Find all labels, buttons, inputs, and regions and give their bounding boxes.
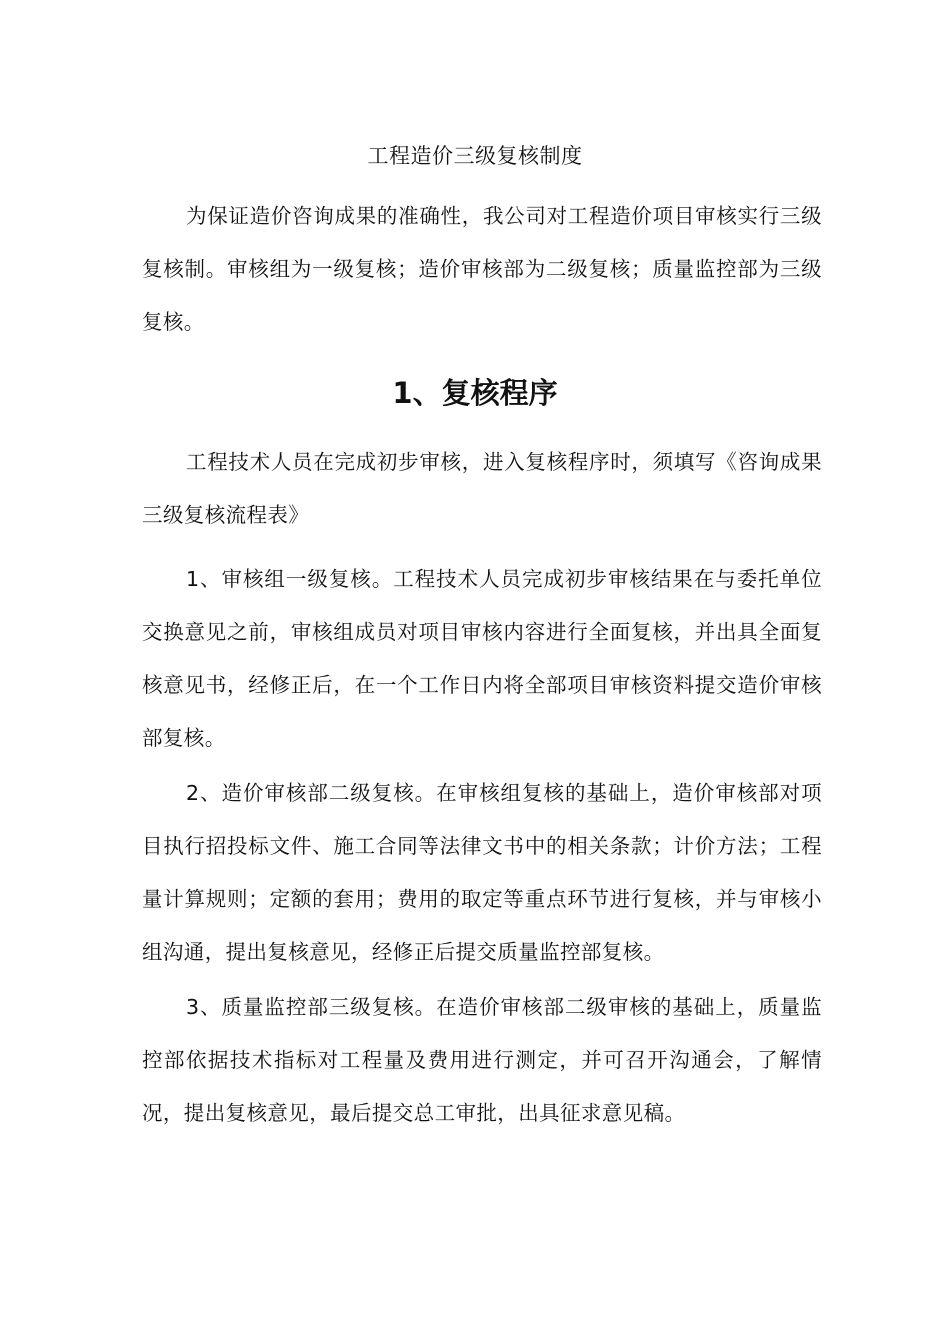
- step-3-paragraph: 3、质量监控部三级复核。在造价审核部二级审核的基础上，质量监控部依据技术指标对工程量及费用进行测定，并可召开沟通会，了解情况，提出复核意见，最后提交总工审批，出具征求意见稿。: [142, 995, 822, 1125]
- step-1-paragraph: 1、审核组一级复核。工程技术人员完成初步审核结果在与委托单位交换意见之前，审核组成员对项目审核内容进行全面复核，并出具全面复核意见书，经修正后，在一个工作日内将全部项目审核资料提交造价审核部复核。: [142, 567, 822, 750]
- step-2-paragraph: 2、造价审核部二级复核。在审核组复核的基础上，造价审核部对项目执行招投标文件、施工合同等法律文书中的相关条款；计价方法；工程量计算规则；定额的套用；费用的取定等重点环节进行复核，并与审核小组沟通，提出复核意见，经修正后提交质量监控部复核。: [142, 781, 822, 964]
- document-title: 工程造价三级复核制度: [367, 144, 583, 168]
- section-heading: 1、复核程序: [392, 376, 558, 410]
- lead-paragraph: 工程技术人员在完成初步审核，进入复核程序时，须填写《咨询成果三级复核流程表》: [142, 450, 822, 527]
- intro-paragraph: 为保证造价咨询成果的准确性，我公司对工程造价项目审核实行三级复核制。审核组为一级复核；造价审核部为二级复核；质量监控部为三级复核。: [142, 204, 822, 334]
